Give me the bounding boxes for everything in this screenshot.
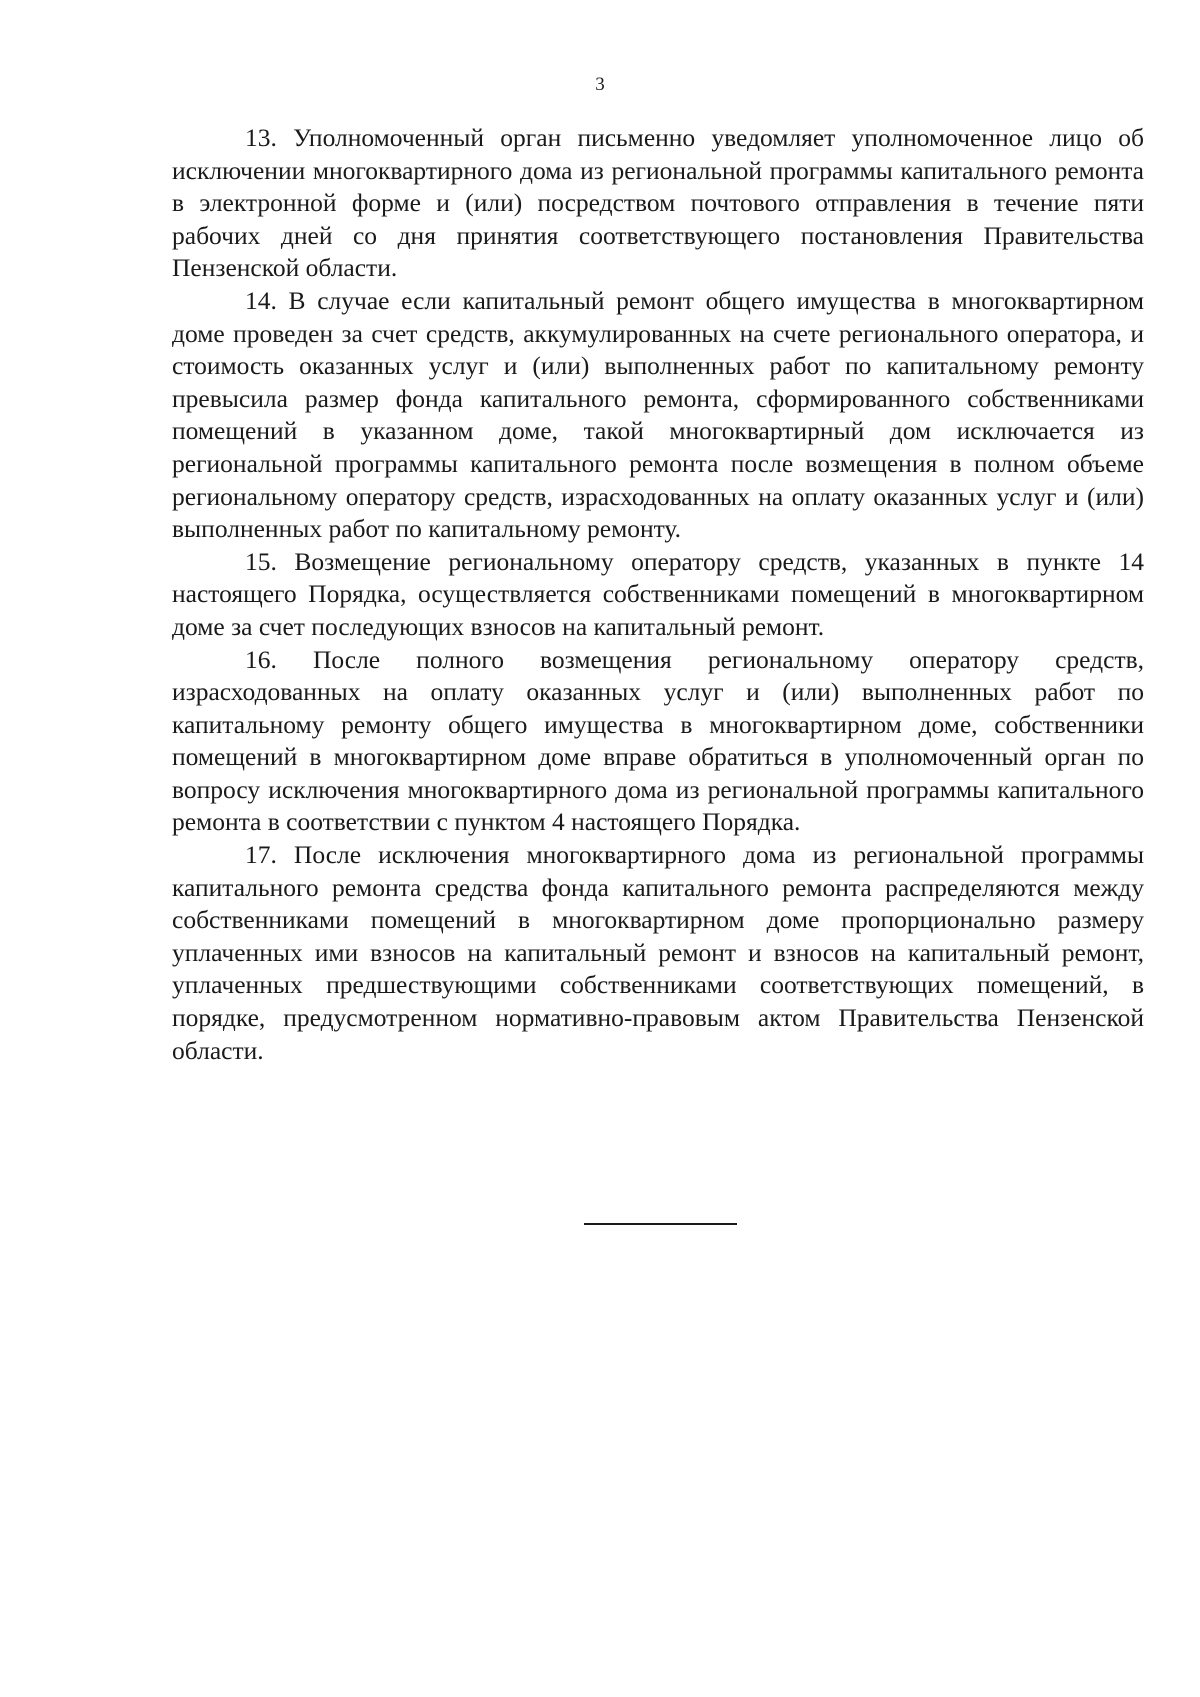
paragraph-15: 15. Возмещение региональному оператору средств, указанных в пункте 14 настоящего Порядка, осуществляется собственниками помещений в многоквартирном доме за счет последующих взносов на капитальный ремонт. bbox=[172, 546, 1144, 641]
document-body bbox=[172, 122, 1144, 1067]
end-separator-line bbox=[584, 1223, 737, 1225]
page-number: 3 bbox=[595, 74, 605, 95]
paragraph-17: 17. После исключения многоквартирного дома из региональной программы капитального ремонта средства фонда капитального ремонта распределяются между собственниками помещений в многоквартирном доме пропорционально размеру уплаченных ими взносов на капитальный ремонт и взносов на капитальный ремонт, уплаченных предшествующими собственниками соответствующих помещений, в порядке, предусмотренном нормативно-правовым актом Правительства Пензенской области. bbox=[172, 840, 1144, 1065]
paragraph-16: 16. После полного возмещения региональному оператору средств, израсходованных на оплату оказанных услуг и (или) выполненных работ по капитальному ремонту общего имущества в многоквартирном доме, собственники помещений в многоквартирном доме вправе обратиться в уполномоченный орган по вопросу исключения многоквартирного дома из региональной программы капитального ремонта в соответствии с пунктом 4 настоящего Порядка. bbox=[172, 644, 1144, 837]
paragraph-13: 13. Уполномоченный орган письменно уведомляет уполномоченное лицо об исключении многоквартирного дома из региональной программы капитального ремонта в электронной форме и (или) посредством почтового отправления в течение пяти рабочих дней со дня принятия соответствующего постановления Правительства Пензенской области. bbox=[172, 123, 1144, 283]
paragraph-14: 14. В случае если капитальный ремонт общего имущества в многоквартирном доме проведен за счет средств, аккумулированных на счете регионального оператора, и стоимость оказанных услуг и (или) выполненных работ по капитальному ремонту превысила размер фонда капитального ремонта, сформированного собственниками помещений в указанном доме, такой многоквартирный дом исключается из региональной программы капитального ремонта после возмещения в полном объеме региональному оператору средств, израсходованных на оплату оказанных услуг и (или) выполненных работ по капитальному ремонту. bbox=[172, 285, 1144, 544]
